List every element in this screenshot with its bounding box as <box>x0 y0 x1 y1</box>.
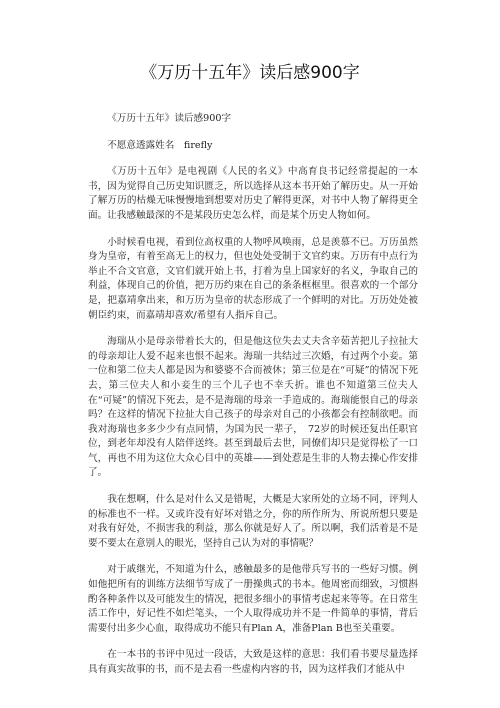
paragraph-1: 《万历十五年》是电视剧《人民的名义》中高育良书记经常提起的一本书，因为觉得自己历史知识匮乏，所以选择从这本书开始了解历史。从一开始了解万历的枯燥无味慢慢地到想要对历史了解得更深，对书中人物了解得更全面。让我感触最深的不是某段历史怎么样，而是某个历史人物如何。 <box>88 166 418 221</box>
paragraph-3: 海瑞从小是母亲带着长大的，但是他这位失去丈夫含辛茹苦把儿子拉扯大的母亲却让人爱不起来也恨不起来。海瑞一共结过三次婚，有过两个小妾。第一位和第二位夫人都是因为和婆婆不合而被休；第三位是在“可疑”的情况下死去，第三位夫人和小妾生的三个儿子也不幸夭折。谁也不知道第三位夫人在“可疑”的情况下死去，是不是海瑞的母亲一手造成的。海瑞能恨自己的母亲吗？在这样的情况下拉扯大自己孩子的母亲对自己的小孩都会有控制欲吧。而我对海瑞也多多少少有点同情，为国为民一辈子， 72岁的时候还复出任职官位，到老年却没有人陪伴送终。甚至到最后去世，同僚们却只是觉得松了一口气，再也不用为这位大众心目中的英雄——到处惹是生非的人物去操心作安排了。 <box>88 336 418 479</box>
document-title: 《万历十五年》读后感900字 <box>140 63 360 83</box>
paragraph-2: 小时候看电视，看到位高权重的人物呼风唤雨，总是羡慕不已。万历虽然身为皇帝，有着至高无上的权力，但也处处受制于文官约束。万历有中点行为举止不合文官意，文官们就开始上书，打着为皇上国家好的名义，争取自己的利益，体现自己的价值，把万历约束在自己的条条框框里。很喜欢的一个部分是，把嘉靖拿出来，和万历为皇帝的状态形成了一个鲜明的对比。万历处处被朝臣约束，而嘉靖却喜欢/希望有人指斥自己。 <box>88 236 418 321</box>
paragraph-4: 我在想啊，什么是对什么又是错呢，大概是大家所处的立场不同，评判人的标准也不一样。又或许没有好坏对错之分，你的所作所为、所说所想只要是对我有好处，不损害我的利益，那么你就是好人了。所以啊，我们活着是不是要不要太在意别人的眼光，坚持自己认为对的事情呢？ <box>88 494 418 549</box>
document-subtitle: 《万历十五年》读后感900字 <box>107 113 232 124</box>
paragraph-6: 在一本书的书评中见过一段话，大致是这样的意思：我们看书要尽量选择具有真实故事的书，而不是去看一些虚构内容的书，因为这样我们才能从中 <box>88 649 418 675</box>
document-body <box>88 112 418 690</box>
paragraph-5: 对于戚继光，不知道为什么，感触最多的是他带兵写书的一些好习惯。例如他把所有的训练方法细节写成了一册操典式的书本。他周密而细致，习惯斟酌各种条件以及可能发生的情况，把很多细小的事情考虑起来等等。在日常生活工作中，好记性不如烂笔头，一个人取得成功并不是一件简单的事情，背后需要付出多少心血，取得成功不能只有Plan A，准备Plan B也至关重要。 <box>88 564 418 634</box>
author-line: 不愿意透露姓名 firefly <box>107 139 213 151</box>
